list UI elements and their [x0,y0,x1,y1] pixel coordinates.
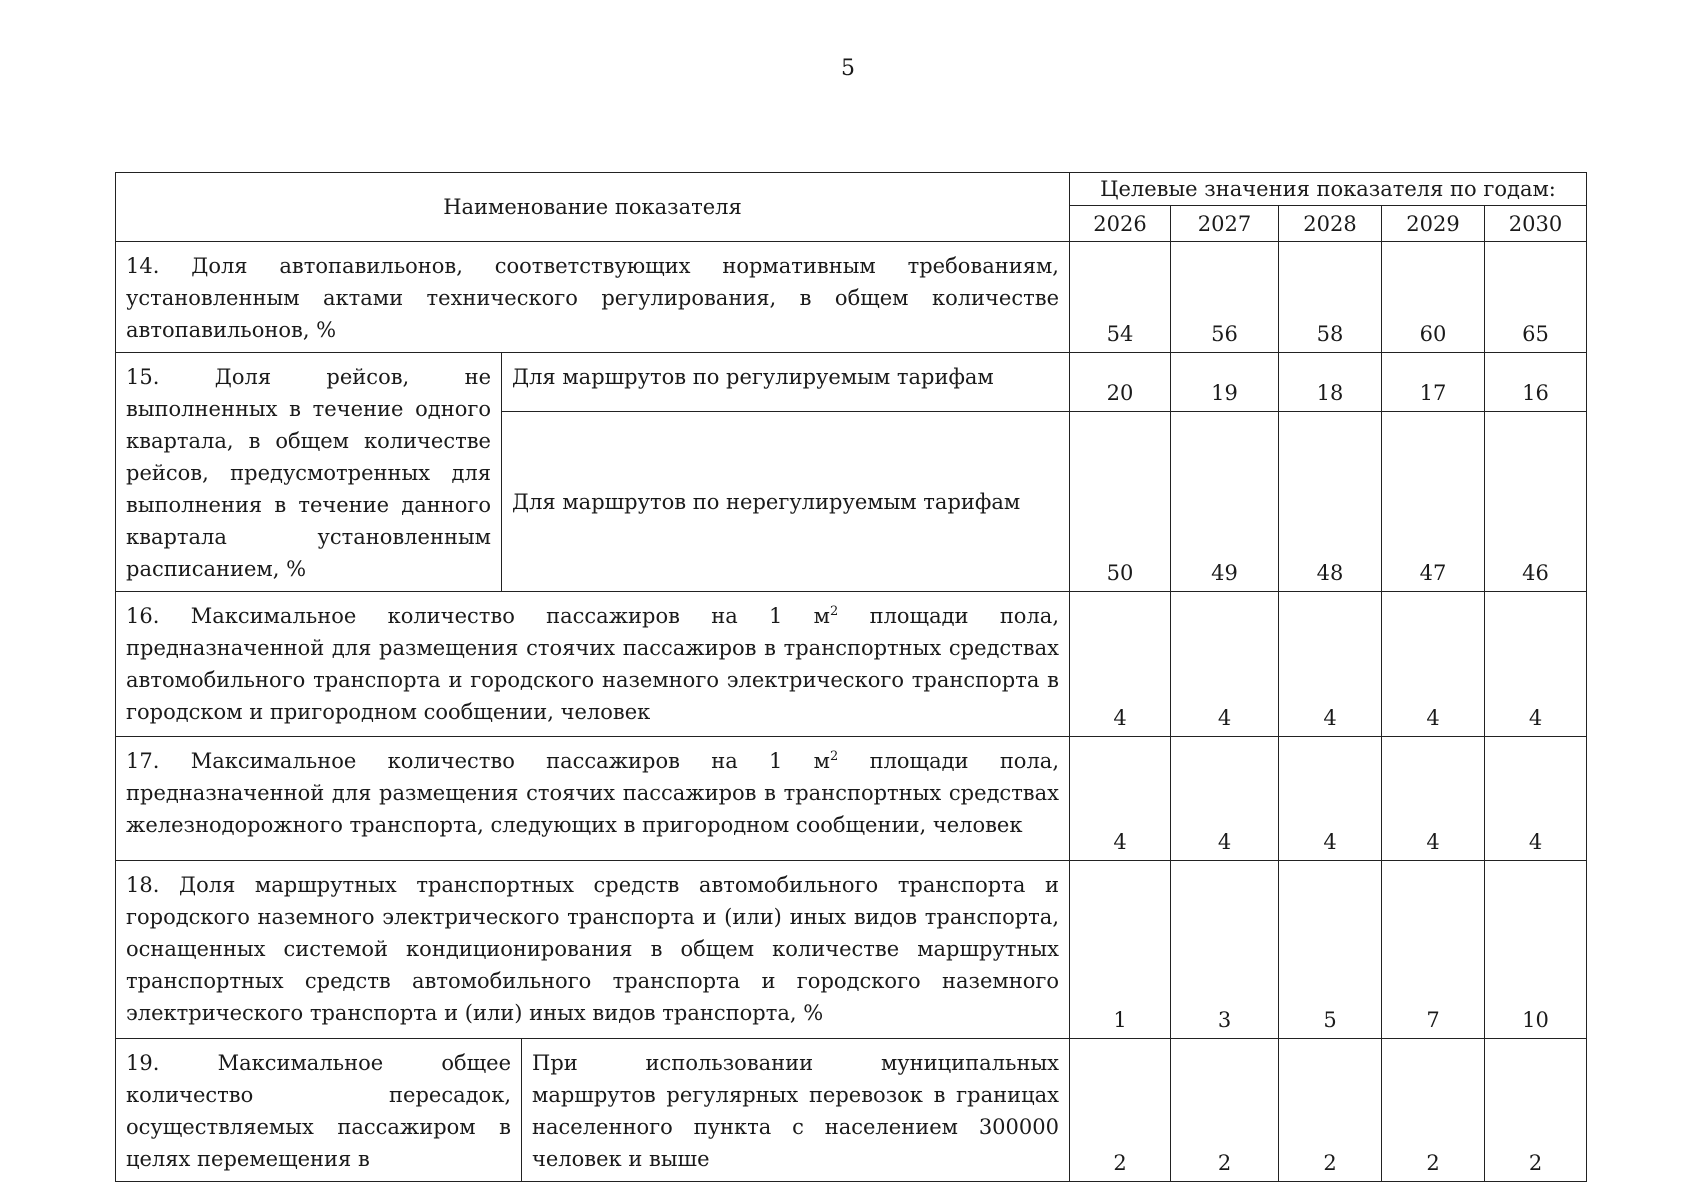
value-cell: 19 [1171,353,1279,412]
value-cell: 4 [1070,592,1171,737]
value-cell: 49 [1171,411,1279,591]
value-cell: 2 [1279,1039,1382,1182]
header-year: 2027 [1171,206,1279,242]
value-cell: 20 [1070,353,1171,412]
sub-indicator: При использовании муниципальных маршрутов регулярных перевозок в границах населенного пункта с населением 300000 человек и выше [522,1039,1070,1182]
indicator-name: 18. Доля маршрутных транспортных средств автомобильного транспорта и городского наземного электрического транспорта и (или) иных видов транспорта, оснащенных системой кондиционирования в общем количестве маршрутных транспортных средств автомобильного транспорта и городского наземного электрического транспорта и (или) иных видов транспорта, % [116,861,1070,1039]
header-indicator-name: Наименование показателя [116,173,1070,242]
indicator-name-part: 16. Максимальное количество пассажиров на 1 м [126,604,830,628]
value-cell: 47 [1382,411,1485,591]
value-cell: 4 [1382,592,1485,737]
value-cell: 58 [1279,242,1382,353]
value-cell: 7 [1382,861,1485,1039]
table-row [116,592,1587,737]
header-target-values: Целевые значения показателя по годам: [1070,173,1587,206]
value-cell: 54 [1070,242,1171,353]
value-cell: 18 [1279,353,1382,412]
page-number: 5 [841,56,855,81]
header-year: 2026 [1070,206,1171,242]
indicator-name [116,737,1070,861]
value-cell: 4 [1485,592,1587,737]
value-cell: 48 [1279,411,1382,591]
table-row [116,737,1587,861]
header-year: 2030 [1485,206,1587,242]
value-cell: 1 [1070,861,1171,1039]
value-cell: 56 [1171,242,1279,353]
value-cell: 2 [1070,1039,1171,1182]
header-row [116,173,1587,206]
sub-indicator: Для маршрутов по регулируемым тарифам [502,353,1070,412]
value-cell: 46 [1485,411,1587,591]
indicator-name-part: 17. Максимальное количество пассажиров на 1 м [126,749,830,773]
indicator-name-part: площади пола, предназначенной для размещения стоячих пассажиров в транспортных средствах железнодорожного транспорта, следующих в пригородном сообщении, человек [126,749,1059,837]
value-cell: 4 [1279,737,1382,861]
value-cell: 17 [1382,353,1485,412]
table-row [116,353,1587,412]
indicator-name: 19. Максимальное общее количество пересадок, осуществляемых пассажиром в целях перемещения в [116,1039,522,1182]
value-cell: 2 [1485,1039,1587,1182]
superscript: 2 [830,749,839,764]
superscript: 2 [830,604,839,619]
value-cell: 4 [1485,737,1587,861]
indicators-table [115,172,1587,1182]
indicator-name: 14. Доля автопавильонов, соответствующих нормативным требованиям, установленным актами технического регулирования, в общем количестве автопавильонов, % [116,242,1070,353]
sub-indicator: Для маршрутов по нерегулируемым тарифам [502,411,1070,591]
value-cell: 50 [1070,411,1171,591]
value-cell: 4 [1382,737,1485,861]
value-cell: 4 [1070,737,1171,861]
value-cell: 60 [1382,242,1485,353]
value-cell: 2 [1382,1039,1485,1182]
value-cell: 16 [1485,353,1587,412]
header-year: 2028 [1279,206,1382,242]
value-cell: 10 [1485,861,1587,1039]
header-year: 2029 [1382,206,1485,242]
value-cell: 65 [1485,242,1587,353]
indicator-name [116,592,1070,737]
table-row [116,861,1587,1039]
value-cell: 5 [1279,861,1382,1039]
value-cell: 2 [1171,1039,1279,1182]
table-row [116,1039,1587,1182]
table-row [116,242,1587,353]
value-cell: 4 [1279,592,1382,737]
indicator-name-part: площади пола, предназначенной для размещения стоячих пассажиров в транспортных средствах автомобильного транспорта и городского наземного электрического транспорта в городском и пригородном сообщении, человек [126,604,1059,724]
value-cell: 4 [1171,592,1279,737]
indicator-name: 15. Доля рейсов, не выполненных в течение одного квартала, в общем количестве рейсов, предусмотренных для выполнения в течение данного квартала установленным расписанием, % [116,353,502,592]
value-cell: 3 [1171,861,1279,1039]
value-cell: 4 [1171,737,1279,861]
